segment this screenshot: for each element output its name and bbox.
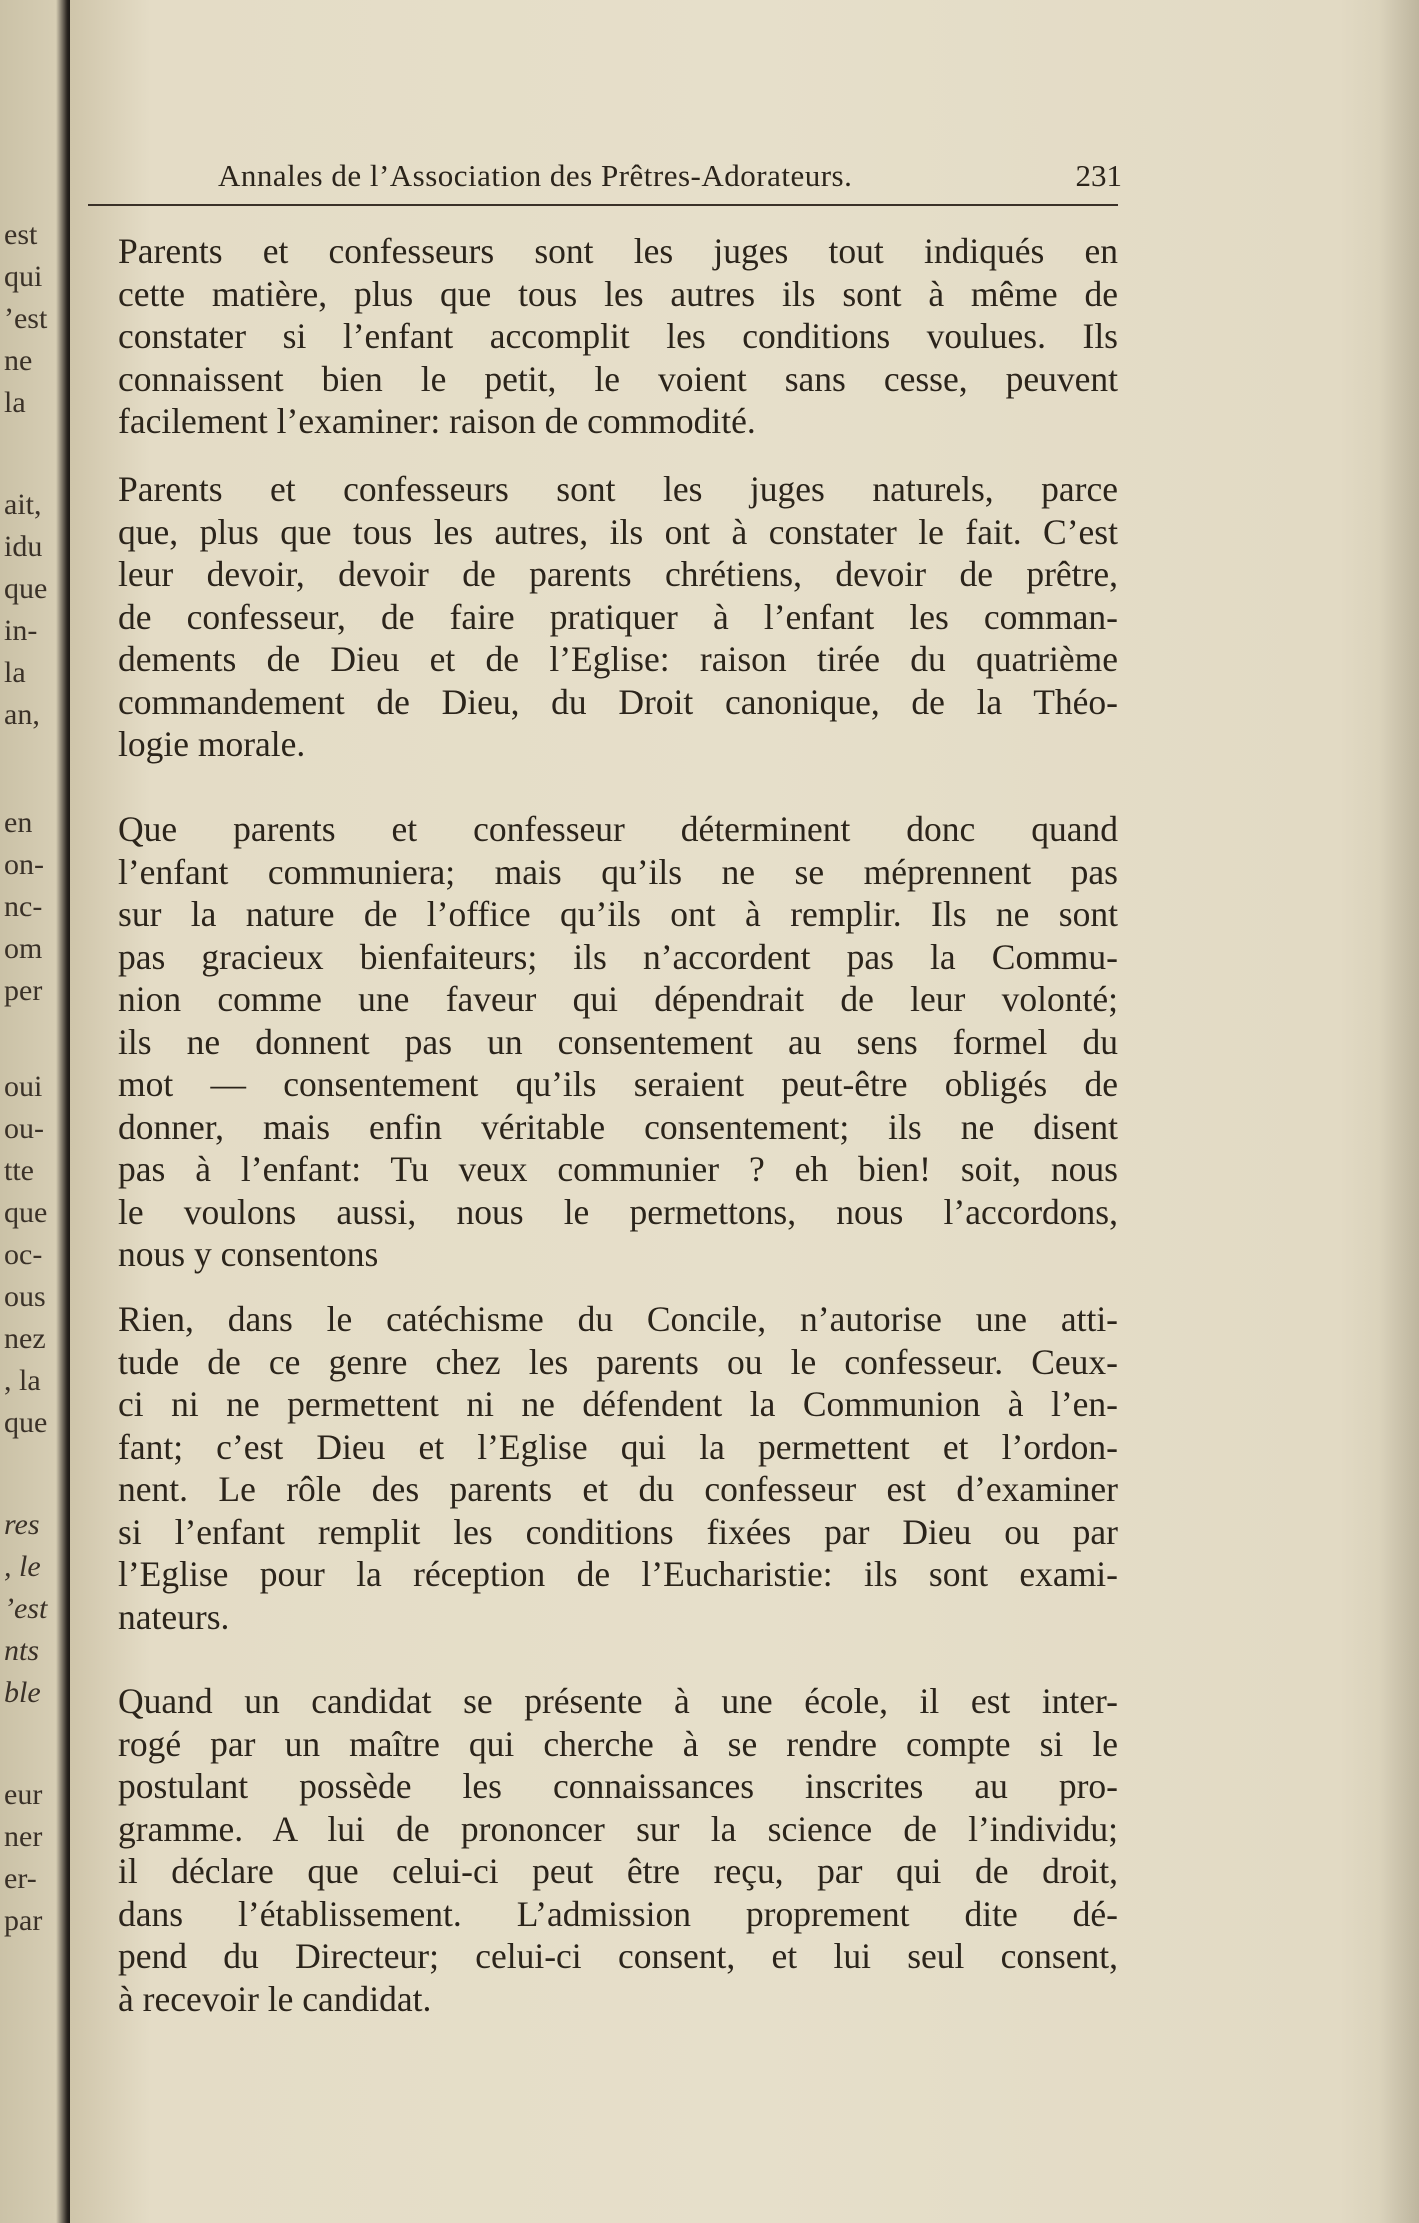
- text-line: pend du Directeur; celui-ci consent, et lui seul consent,: [118, 1936, 1118, 1976]
- margin-fragment: ous: [4, 1280, 46, 1313]
- text-line: pas à l’enfant: Tu veux communier ? eh bien! soit, nous: [118, 1149, 1118, 1189]
- text-line: gramme. A lui de prononcer sur la science de l’individu;: [118, 1808, 1118, 1849]
- margin-fragment: que: [4, 1196, 48, 1229]
- margin-fragment: ne: [4, 344, 33, 377]
- text-line: fant; c’est Dieu et l’Eglise qui la permettent et l’ordon-: [118, 1426, 1118, 1467]
- margin-fragment: que: [4, 572, 48, 605]
- margin-fragment: on-: [4, 848, 44, 881]
- text-line: nateurs.: [118, 1596, 230, 1637]
- text-line: l’enfant communiera; mais qu’ils ne se méprennent pas: [118, 851, 1118, 892]
- paragraph: [118, 230, 1118, 443]
- text-line: rogé par un maître qui cherche à se rendre compte si le: [118, 1723, 1118, 1764]
- text-line: Parents et confesseurs sont les juges tout indiqués en: [118, 231, 1118, 271]
- margin-fragment: eur: [4, 1778, 43, 1811]
- margin-fragment: la: [4, 386, 26, 419]
- margin-fragment: que: [4, 1406, 48, 1439]
- text-line: nion comme une faveur qui dépendrait de leur volonté;: [118, 979, 1118, 1019]
- running-title: Annales de l’Association des Prêtres-Adorateurs.: [218, 158, 853, 193]
- text-line: ci ni ne permettent ni ne défendent la Communion à l’en-: [118, 1384, 1118, 1424]
- text-line: à recevoir le candidat.: [118, 1978, 432, 2019]
- margin-fragment: res: [4, 1508, 40, 1541]
- text-line: Parents et confesseurs sont les juges naturels, parce: [118, 469, 1118, 509]
- page-right-edge: [1379, 0, 1419, 2223]
- margin-fragment: oui: [4, 1070, 43, 1103]
- margin-fragment: nez: [4, 1322, 46, 1355]
- margin-fragment: ble: [4, 1676, 41, 1709]
- text-line: de confesseur, de faire pratiquer à l’enfant les comman-: [118, 596, 1118, 637]
- margin-fragment: idu: [4, 530, 43, 563]
- text-line: Rien, dans le catéchisme du Concile, n’autorise une atti-: [118, 1299, 1118, 1339]
- margin-fragment: par: [4, 1904, 43, 1937]
- margin-fragment: nts: [4, 1634, 40, 1667]
- text-line: leur devoir, devoir de parents chrétiens, devoir de prêtre,: [118, 554, 1118, 594]
- text-line: ils ne donnent pas un consentement au sens formel du: [118, 1021, 1118, 1062]
- text-line: si l’enfant remplit les conditions fixées par Dieu ou par: [118, 1511, 1118, 1552]
- paragraph: [118, 808, 1118, 1276]
- text-line: l’Eglise pour la réception de l’Eucharistie: ils sont exami-: [118, 1554, 1118, 1594]
- margin-fragment: ner: [4, 1820, 43, 1853]
- margin-fragment: ou-: [4, 1112, 44, 1145]
- paragraph: [118, 1298, 1118, 1638]
- text-line: logie morale.: [118, 724, 306, 764]
- margin-fragment: , le: [4, 1550, 41, 1583]
- margin-fragment: ait,: [4, 488, 42, 521]
- margin-fragment: oc-: [4, 1238, 43, 1271]
- text-line: nous y consentons: [118, 1234, 379, 1274]
- margin-fragment: qui: [4, 260, 43, 293]
- text-line: sur la nature de l’office qu’ils ont à remplir. Ils ne sont: [118, 894, 1118, 934]
- text-line: dements de Dieu et de l’Eglise: raison tirée du quatrième: [118, 639, 1118, 679]
- text-line: le voulons aussi, nous le permettons, nous l’accordons,: [118, 1191, 1118, 1232]
- margin-fragment: er-: [4, 1862, 37, 1895]
- text-line: mot — consentement qu’ils seraient peut-être obligés de: [118, 1064, 1118, 1104]
- margin-fragment: est: [4, 218, 38, 251]
- text-line: cette matière, plus que tous les autres ils sont à même de: [118, 273, 1118, 314]
- text-line: commandement de Dieu, du Droit canonique, de la Théo-: [118, 681, 1118, 722]
- text-line: donner, mais enfin véritable consentement; ils ne disent: [118, 1106, 1118, 1147]
- text-line: postulant possède les connaissances inscrites au pro-: [118, 1766, 1118, 1806]
- margin-fragment: tte: [4, 1154, 34, 1187]
- text-line: dans l’établissement. L’admission proprement dite dé-: [118, 1893, 1118, 1934]
- text-line: facilement l’examiner: raison de commodité.: [118, 401, 756, 441]
- text-line: pas gracieux bienfaiteurs; ils n’accordent pas la Commu-: [118, 936, 1118, 977]
- facing-page-edge: [0, 0, 70, 2223]
- text-line: connaissent bien le petit, le voient sans cesse, peuvent: [118, 358, 1118, 399]
- text-line: nent. Le rôle des parents et du confesseur est d’examiner: [118, 1469, 1118, 1509]
- margin-fragment: ’est: [4, 302, 48, 335]
- running-header: [218, 158, 1122, 208]
- margin-fragment: , la: [4, 1364, 41, 1397]
- text-line: Quand un candidat se présente à une école, il est inter-: [118, 1681, 1118, 1721]
- text-line: constater si l’enfant accomplit les conditions voulues. Ils: [118, 316, 1118, 356]
- page-number: 231: [1075, 158, 1122, 193]
- margin-fragment: an,: [4, 698, 40, 731]
- margin-fragment: la: [4, 656, 26, 689]
- text-line: Que parents et confesseur déterminent donc quand: [118, 809, 1118, 849]
- margin-fragment: per: [4, 974, 43, 1007]
- margin-fragment: in-: [4, 614, 38, 647]
- margin-fragment: nc-: [4, 890, 43, 923]
- text-line: tude de ce genre chez les parents ou le confesseur. Ceux-: [118, 1341, 1118, 1382]
- text-line: que, plus que tous les autres, ils ont à constater le fait. C’est: [118, 511, 1118, 552]
- paragraph: [118, 1680, 1118, 2020]
- margin-fragment: en: [4, 806, 33, 839]
- text-line: il déclare que celui-ci peut être reçu, par qui de droit,: [118, 1851, 1118, 1891]
- paragraph: [118, 468, 1118, 766]
- margin-fragment: om: [4, 932, 43, 965]
- margin-fragment: ’est: [4, 1592, 48, 1625]
